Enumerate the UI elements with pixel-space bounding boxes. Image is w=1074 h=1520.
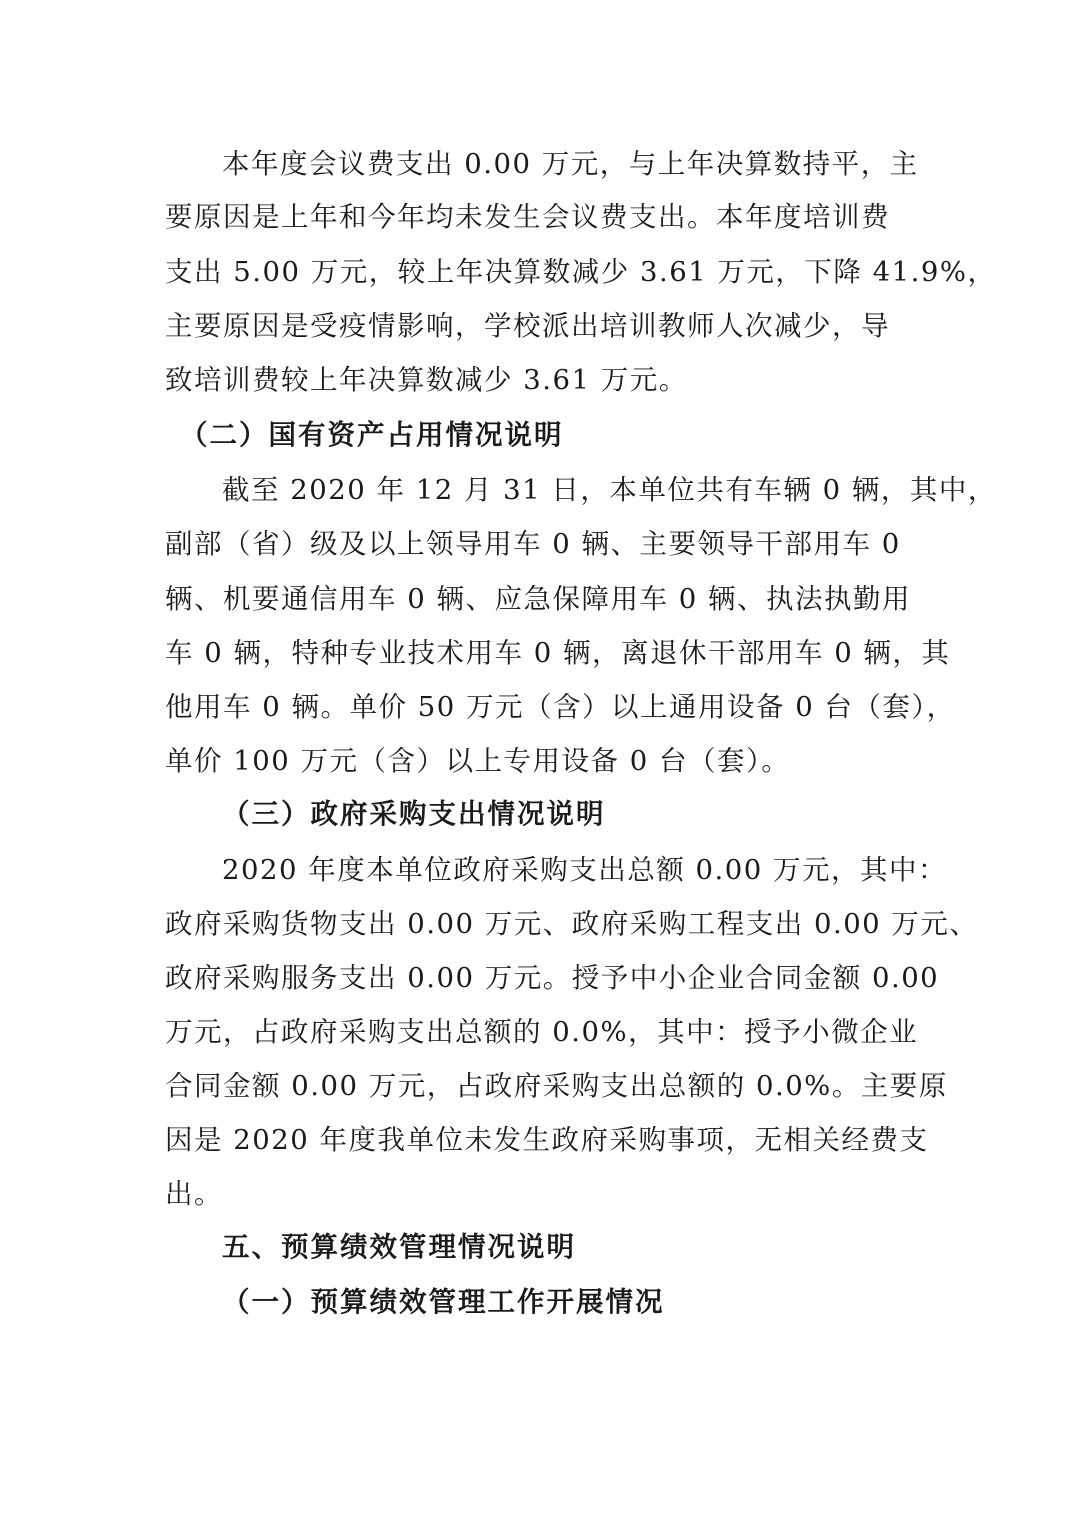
paragraph-line: 他用车 0 辆。单价 50 万元（含）以上通用设备 0 台（套），: [165, 691, 956, 723]
paragraph-line: 因是 2020 年度我单位未发生政府采购事项，无相关经费支: [165, 1124, 929, 1156]
paragraph-line: 辆、机要通信用车 0 辆、应急保障用车 0 辆、执法执勤用: [165, 583, 911, 615]
chapter-heading: 五、预算绩效管理情况说明: [222, 1231, 576, 1263]
paragraph-line: 致培训费较上年决算数减少 3.61 万元。: [165, 364, 688, 396]
paragraph-line: 2020 年度本单位政府采购支出总额 0.00 万元，其中：: [222, 854, 947, 886]
paragraph-line: 政府采购服务支出 0.00 万元。授予中小企业合同金额 0.00: [165, 962, 940, 994]
paragraph-line: 副部（省）级及以上领导用车 0 辆、主要领导干部用车 0: [165, 528, 901, 560]
section-heading: （一）预算绩效管理工作开展情况: [222, 1286, 665, 1318]
paragraph-line: 截至 2020 年 12 月 31 日，本单位共有车辆 0 辆，其中，: [222, 474, 997, 506]
paragraph-line: 政府采购货物支出 0.00 万元、政府采购工程支出 0.00 万元、: [165, 908, 979, 940]
paragraph-line: 本年度会议费支出 0.00 万元，与上年决算数持平，主: [222, 148, 919, 180]
paragraph-line: 出。: [165, 1178, 223, 1210]
section-heading: （二）国有资产占用情况说明: [180, 419, 564, 451]
paragraph-line: 车 0 辆，特种专业技术用车 0 辆，离退休干部用车 0 辆，其: [165, 637, 951, 669]
paragraph-line: 合同金额 0.00 万元，占政府采购支出总额的 0.0%。主要原: [165, 1070, 948, 1102]
paragraph-line: 支出 5.00 万元，较上年决算数减少 3.61 万元，下降 41.9%，: [165, 256, 997, 288]
paragraph-line: 要原因是上年和今年均未发生会议费支出。本年度培训费: [165, 201, 890, 233]
section-heading: （三）政府采购支出情况说明: [222, 798, 606, 830]
paragraph-line: 单价 100 万元（含）以上专用设备 0 台（套）。: [165, 745, 791, 777]
paragraph-line: 主要原因是受疫情影响，学校派出培训教师人次减少，导: [165, 310, 890, 342]
paragraph-line: 万元，占政府采购支出总额的 0.0%，其中：授予小微企业: [165, 1016, 919, 1048]
